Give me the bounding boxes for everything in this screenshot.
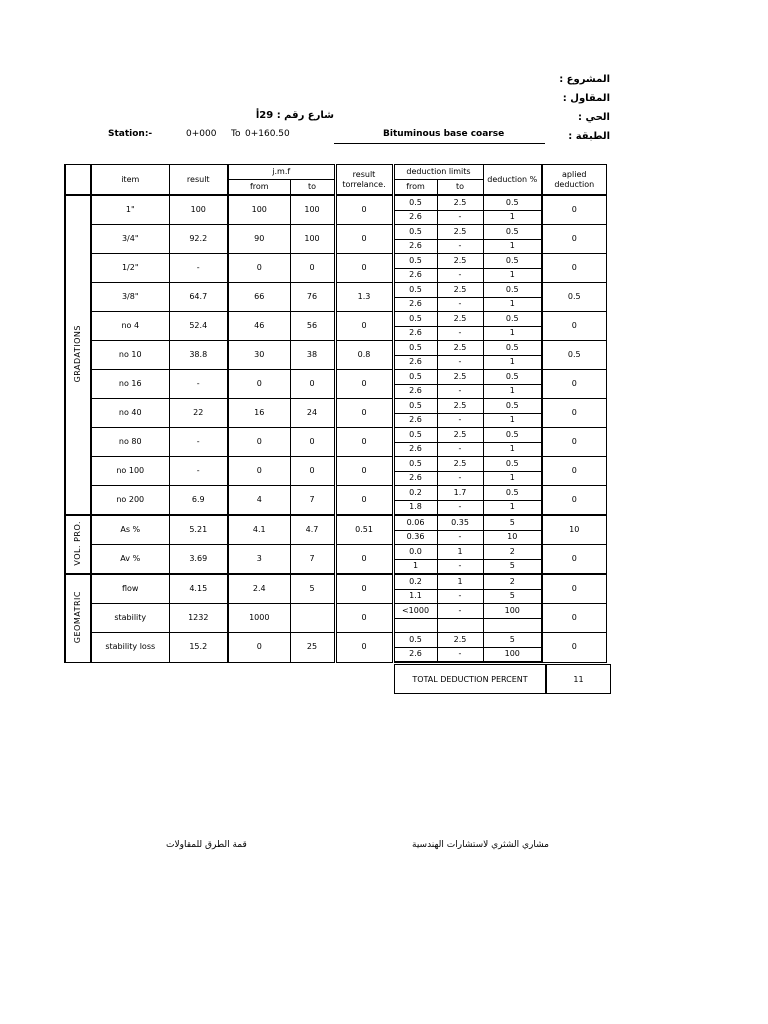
deduction-percent-cell: 0.5 (483, 428, 542, 443)
tolerance-cell: 0 (335, 457, 393, 486)
jmf-from-cell: 1000 (228, 604, 290, 633)
tolerance-cell: 0 (335, 545, 393, 575)
item-cell: As % (91, 515, 169, 545)
result-cell: 4.15 (169, 574, 228, 604)
deduction-percent-cell: 100 (483, 604, 542, 619)
tolerance-cell: 0 (335, 604, 393, 633)
table-row (65, 341, 606, 356)
item-cell: 3/4" (91, 225, 169, 254)
deduction-percent-cell: 1 (483, 442, 542, 457)
limit-to-cell (437, 618, 483, 633)
tolerance-cell: 0 (335, 370, 393, 399)
table-row (65, 486, 606, 501)
limit-from-cell: 0.5 (393, 312, 437, 327)
jmf-from-cell: 0 (228, 254, 290, 283)
limit-to-cell: - (437, 604, 483, 619)
result-cell: 92.2 (169, 225, 228, 254)
deduction-percent-cell: 1 (483, 210, 542, 225)
section-label: GRADATIONS (73, 324, 82, 383)
limit-from-cell: 2.6 (393, 442, 437, 457)
applied-deduction-cell: 0.5 (542, 341, 606, 370)
total-deduction-table (394, 664, 611, 694)
jmf-from-cell: 4 (228, 486, 290, 516)
jmf-to-cell: 0 (290, 254, 335, 283)
limit-from-cell: 2.6 (393, 268, 437, 283)
station-from: 0+000 (186, 129, 217, 139)
header-deduction-limits: deduction limits (393, 165, 483, 180)
header-jmf: j.m.f (228, 165, 335, 180)
limit-from-cell: 0.2 (393, 486, 437, 501)
header-limits-to: to (437, 180, 483, 196)
jmf-from-cell: 30 (228, 341, 290, 370)
section-label: VOL. PRO. (73, 520, 82, 566)
item-cell: no 16 (91, 370, 169, 399)
limit-to-cell: - (437, 210, 483, 225)
consultant-signature: مشاري الشثري لاستشارات الهندسية (412, 840, 549, 850)
deduction-percent-cell: 1 (483, 239, 542, 254)
item-cell: 1" (91, 195, 169, 225)
limit-to-cell: 2.5 (437, 225, 483, 240)
tolerance-cell: 0 (335, 633, 393, 663)
item-cell: 3/8" (91, 283, 169, 312)
table-row (65, 428, 606, 443)
applied-deduction-cell: 0 (542, 254, 606, 283)
limit-from-cell: 2.6 (393, 210, 437, 225)
section-label: GEOMATRIC (73, 590, 82, 643)
deduction-percent-cell: 1 (483, 471, 542, 486)
limit-to-cell: 2.5 (437, 312, 483, 327)
jmf-to-cell: 25 (290, 633, 335, 663)
result-cell: 100 (169, 195, 228, 225)
result-cell: 6.9 (169, 486, 228, 516)
item-cell: no 10 (91, 341, 169, 370)
item-cell: no 100 (91, 457, 169, 486)
jmf-from-cell: 100 (228, 195, 290, 225)
contractor-signature: قمة الطرق للمقاولات (166, 840, 247, 850)
limit-from-cell: 1.8 (393, 500, 437, 515)
table-row (65, 195, 606, 210)
limit-to-cell: - (437, 530, 483, 545)
total-deduction-value: 11 (546, 665, 611, 694)
applied-deduction-cell: 0 (542, 574, 606, 604)
table-row (65, 283, 606, 298)
jmf-from-cell: 0 (228, 633, 290, 663)
deduction-percent-cell: 0.5 (483, 225, 542, 240)
jmf-from-cell: 2.4 (228, 574, 290, 604)
limit-from-cell: 0.5 (393, 633, 437, 648)
deduction-percent-cell: 1 (483, 297, 542, 312)
limit-to-cell: 2.5 (437, 283, 483, 298)
jmf-to-cell: 24 (290, 399, 335, 428)
header-limits-from: from (393, 180, 437, 196)
limit-from-cell: 1.1 (393, 589, 437, 604)
jmf-to-cell: 38 (290, 341, 335, 370)
result-cell: - (169, 457, 228, 486)
tolerance-cell: 0 (335, 486, 393, 516)
tolerance-cell: 0 (335, 574, 393, 604)
limit-from-cell: 0.5 (393, 195, 437, 210)
applied-deduction-cell: 0 (542, 225, 606, 254)
limit-to-cell: 1 (437, 574, 483, 589)
limit-from-cell: 2.6 (393, 471, 437, 486)
contractor-label: المقاول : (562, 93, 610, 104)
header-jmf-to: to (290, 180, 335, 196)
item-cell: no 40 (91, 399, 169, 428)
deduction-table (64, 164, 607, 663)
result-cell: 15.2 (169, 633, 228, 663)
limit-from-cell: 2.6 (393, 297, 437, 312)
deduction-percent-cell: 1 (483, 384, 542, 399)
deduction-percent-cell: 5 (483, 589, 542, 604)
deduction-percent-cell: 0.5 (483, 457, 542, 472)
applied-deduction-cell: 0 (542, 457, 606, 486)
station-to-label: To (231, 129, 241, 139)
limit-from-cell: 2.6 (393, 384, 437, 399)
applied-deduction-cell: 0 (542, 195, 606, 225)
result-cell: 64.7 (169, 283, 228, 312)
limit-to-cell: - (437, 589, 483, 604)
jmf-to-cell: 0 (290, 370, 335, 399)
district-label: الحي : (578, 112, 610, 123)
jmf-from-cell: 16 (228, 399, 290, 428)
applied-deduction-cell: 0 (542, 312, 606, 341)
jmf-from-cell: 4.1 (228, 515, 290, 545)
item-cell: flow (91, 574, 169, 604)
limit-to-cell: 1.7 (437, 486, 483, 501)
jmf-to-cell (290, 604, 335, 633)
layer-underline (334, 143, 545, 144)
limit-to-cell: - (437, 413, 483, 428)
result-cell: 38.8 (169, 341, 228, 370)
tolerance-cell: 0.51 (335, 515, 393, 545)
jmf-to-cell: 100 (290, 195, 335, 225)
header-result: result (169, 165, 228, 196)
deduction-percent-cell: 5 (483, 633, 542, 648)
item-cell: no 200 (91, 486, 169, 516)
deduction-percent-cell (483, 618, 542, 633)
tolerance-cell: 0 (335, 225, 393, 254)
result-cell: 1232 (169, 604, 228, 633)
table-row (65, 312, 606, 327)
section-label-cell (65, 515, 91, 574)
jmf-from-cell: 46 (228, 312, 290, 341)
jmf-to-cell: 76 (290, 283, 335, 312)
item-cell: stability (91, 604, 169, 633)
deduction-percent-cell: 0.5 (483, 486, 542, 501)
limit-to-cell: - (437, 500, 483, 515)
limit-from-cell: 0.5 (393, 428, 437, 443)
tolerance-cell: 0.8 (335, 341, 393, 370)
limit-from-cell: 2.6 (393, 326, 437, 341)
jmf-to-cell: 7 (290, 486, 335, 516)
limit-to-cell: 2.5 (437, 370, 483, 385)
deduction-percent-cell: 100 (483, 647, 542, 662)
limit-to-cell: 2.5 (437, 341, 483, 356)
limit-to-cell: - (437, 647, 483, 662)
deduction-percent-cell: 0.5 (483, 341, 542, 356)
deduction-percent-cell: 1 (483, 268, 542, 283)
jmf-to-cell: 56 (290, 312, 335, 341)
header-jmf-from: from (228, 180, 290, 196)
limit-from-cell: 2.6 (393, 355, 437, 370)
limit-to-cell: - (437, 355, 483, 370)
applied-deduction-cell: 0 (542, 370, 606, 399)
limit-to-cell: 2.5 (437, 399, 483, 414)
deduction-percent-cell: 5 (483, 515, 542, 530)
street-label: شارع رقم : 29أ (255, 110, 334, 121)
table-row (65, 399, 606, 414)
deduction-percent-cell: 2 (483, 574, 542, 589)
limit-to-cell: 1 (437, 545, 483, 560)
jmf-to-cell: 0 (290, 457, 335, 486)
limit-to-cell: - (437, 239, 483, 254)
tolerance-cell: 1.3 (335, 283, 393, 312)
limit-from-cell: 1 (393, 559, 437, 574)
limit-to-cell: 2.5 (437, 633, 483, 648)
item-cell: no 4 (91, 312, 169, 341)
limit-from-cell: 0.0 (393, 545, 437, 560)
limit-from-cell (393, 618, 437, 633)
tolerance-cell: 0 (335, 399, 393, 428)
item-cell: stability loss (91, 633, 169, 663)
deduction-percent-cell: 5 (483, 559, 542, 574)
limit-from-cell: 0.5 (393, 254, 437, 269)
deduction-percent-cell: 1 (483, 326, 542, 341)
deduction-percent-cell: 0.5 (483, 254, 542, 269)
layer-label: الطبقة : (568, 131, 610, 142)
deduction-percent-cell: 0.5 (483, 370, 542, 385)
deduction-percent-cell: 2 (483, 545, 542, 560)
result-cell: - (169, 428, 228, 457)
limit-to-cell: 2.5 (437, 457, 483, 472)
jmf-to-cell: 100 (290, 225, 335, 254)
tolerance-cell: 0 (335, 428, 393, 457)
limit-to-cell: 2.5 (437, 254, 483, 269)
jmf-to-cell: 4.7 (290, 515, 335, 545)
result-cell: - (169, 254, 228, 283)
limit-from-cell: 0.5 (393, 341, 437, 356)
result-cell: 5.21 (169, 515, 228, 545)
layer-name: Bituminous base coarse (383, 129, 505, 139)
limit-from-cell: 0.5 (393, 283, 437, 298)
jmf-from-cell: 3 (228, 545, 290, 575)
project-label: المشروع : (559, 74, 610, 85)
table-row (65, 370, 606, 385)
limit-to-cell: - (437, 326, 483, 341)
deduction-percent-cell: 0.5 (483, 195, 542, 210)
limit-to-cell: - (437, 297, 483, 312)
table-row (65, 515, 606, 530)
limit-from-cell: <1000 (393, 604, 437, 619)
table-row (65, 604, 606, 619)
applied-deduction-cell: 10 (542, 515, 606, 545)
deduction-percent-cell: 1 (483, 413, 542, 428)
header-item: item (91, 165, 169, 196)
tolerance-cell: 0 (335, 312, 393, 341)
jmf-from-cell: 0 (228, 370, 290, 399)
limit-from-cell: 0.5 (393, 225, 437, 240)
limit-from-cell: 2.6 (393, 647, 437, 662)
deduction-percent-cell: 10 (483, 530, 542, 545)
jmf-from-cell: 0 (228, 428, 290, 457)
deduction-percent-cell: 1 (483, 500, 542, 515)
applied-deduction-cell: 0 (542, 399, 606, 428)
applied-deduction-cell: 0 (542, 486, 606, 516)
table-row (65, 545, 606, 560)
table-row (65, 225, 606, 240)
jmf-to-cell: 5 (290, 574, 335, 604)
header-deduction-percent: deduction % (483, 165, 542, 196)
limit-from-cell: 0.5 (393, 457, 437, 472)
tolerance-cell: 0 (335, 195, 393, 225)
table-row (65, 633, 606, 648)
applied-deduction-cell: 0 (542, 428, 606, 457)
deduction-percent-cell: 0.5 (483, 399, 542, 414)
deduction-percent-cell: 0.5 (483, 312, 542, 327)
table-row (65, 574, 606, 589)
applied-deduction-cell: 0 (542, 604, 606, 633)
result-cell: 3.69 (169, 545, 228, 575)
limit-from-cell: 0.2 (393, 574, 437, 589)
limit-from-cell: 0.5 (393, 399, 437, 414)
limit-from-cell: 0.5 (393, 370, 437, 385)
corner-cell (65, 165, 91, 196)
limit-to-cell: 2.5 (437, 428, 483, 443)
jmf-to-cell: 0 (290, 428, 335, 457)
result-cell: 22 (169, 399, 228, 428)
deduction-percent-cell: 1 (483, 355, 542, 370)
tolerance-cell: 0 (335, 254, 393, 283)
station-label: Station:- (108, 129, 153, 139)
item-cell: 1/2" (91, 254, 169, 283)
limit-to-cell: 2.5 (437, 195, 483, 210)
total-deduction-label: TOTAL DEDUCTION PERCENT (395, 665, 547, 694)
jmf-from-cell: 66 (228, 283, 290, 312)
applied-deduction-cell: 0 (542, 633, 606, 663)
table-row (65, 457, 606, 472)
limit-to-cell: - (437, 471, 483, 486)
limit-from-cell: 0.06 (393, 515, 437, 530)
applied-deduction-cell: 0 (542, 545, 606, 575)
jmf-from-cell: 0 (228, 457, 290, 486)
limit-to-cell: - (437, 559, 483, 574)
header-applied-deduction: aplied deduction (542, 165, 606, 196)
limit-from-cell: 0.36 (393, 530, 437, 545)
result-cell: 52.4 (169, 312, 228, 341)
item-cell: Av % (91, 545, 169, 575)
item-cell: no 80 (91, 428, 169, 457)
limit-from-cell: 2.6 (393, 239, 437, 254)
limit-to-cell: - (437, 442, 483, 457)
table-row (65, 254, 606, 269)
header-tolerance: result torrelance. (335, 165, 393, 196)
applied-deduction-cell: 0.5 (542, 283, 606, 312)
jmf-to-cell: 7 (290, 545, 335, 575)
result-cell: - (169, 370, 228, 399)
limit-from-cell: 2.6 (393, 413, 437, 428)
jmf-from-cell: 90 (228, 225, 290, 254)
limit-to-cell: 0.35 (437, 515, 483, 530)
section-label-cell (65, 195, 91, 515)
station-to: 0+160.50 (245, 129, 290, 139)
section-label-cell (65, 574, 91, 662)
limit-to-cell: - (437, 384, 483, 399)
deduction-percent-cell: 0.5 (483, 283, 542, 298)
limit-to-cell: - (437, 268, 483, 283)
